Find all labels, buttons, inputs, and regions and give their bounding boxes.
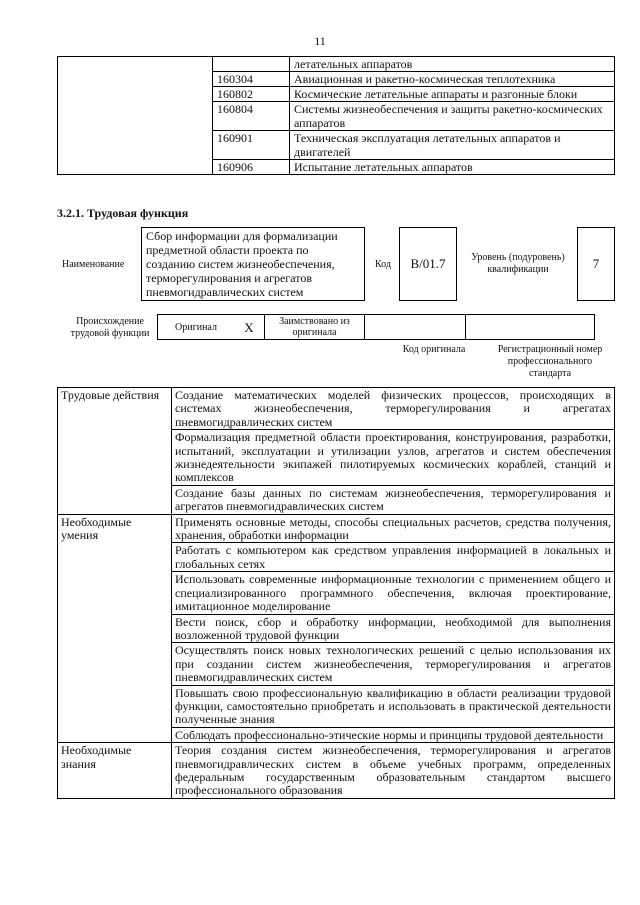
code-cell: 160901 — [213, 131, 290, 160]
list-item: Формализация предметной области проектирования, конструирования, разработки, испытаний, эксплуатации и утилизации узлов, агрегатов и систем обеспечения жизнедеятельности экипажей пилотируемых космических кораблей, станций и комплексов — [172, 430, 615, 486]
name-cell: Авиационная и ракетно-космическая теплотехника — [290, 72, 615, 87]
code-cell: 160304 — [213, 72, 290, 87]
specialty-codes-table — [57, 56, 615, 175]
name-cell: Техническая эксплуатация летательных аппаратов и двигателей — [290, 131, 615, 160]
table-row — [58, 514, 615, 543]
list-item: Создание математических моделей физических процессов, происходящих в системах жизнеобеспечения, терморегулирования и агрегатах пневмогидравлических систем — [172, 388, 615, 430]
borrowed-label: Заимствовано из оригинала — [265, 315, 365, 340]
name-cell: Испытание летательных аппаратов — [290, 160, 615, 175]
page-number: 11 — [314, 34, 326, 48]
origin-table — [157, 314, 595, 340]
original-mark: X — [234, 315, 265, 340]
function-name-box: Сбор информации для формализации предметной области проекта по созданию систем жизнеобеспечения, терморегулирования и агрегатов пневмогидравлических систем — [141, 227, 365, 301]
code-label: Код — [375, 259, 391, 270]
origin-label: Происхождение трудовой функции — [70, 316, 150, 339]
list-item: Повышать свою профессиональную квалификацию в области реализации трудовой функции, самостоятельно приобретать и использовать в практической деятельности полученные знания — [172, 685, 615, 727]
code-cell: 160804 — [213, 102, 290, 131]
code-cell — [213, 57, 290, 72]
empty-cell — [58, 57, 213, 175]
original-label: Оригинал — [158, 315, 235, 340]
row-heading: Необходимые знания — [58, 743, 172, 799]
code-cell: 160802 — [213, 87, 290, 102]
function-details-table — [57, 387, 615, 799]
level-box: 7 — [577, 227, 615, 301]
name-cell: летательных аппаратов — [290, 57, 615, 72]
row-heading: Трудовые действия — [58, 388, 172, 515]
level-label: Уровень (подуровень) квалификации — [471, 252, 565, 275]
row-heading: Необходимые умения — [58, 514, 172, 743]
list-item: Осуществлять поиск новых технологических решений с целью использования их при создании систем жизнеобеспечения, терморегулирования и агрегатов пневмогидравлических систем — [172, 643, 615, 685]
list-item: Соблюдать профессионально-этические нормы и принципы трудовой деятельности — [172, 727, 615, 742]
name-cell: Космические летательные аппараты и разгонные блоки — [290, 87, 615, 102]
table-row — [58, 57, 615, 72]
name-cell: Системы жизнеобеспечения и защиты ракетно-космических аппаратов — [290, 102, 615, 131]
list-item: Теория создания систем жизнеобеспечения, терморегулирования и агрегатов пневмогидравлических систем в объеме учебных программ, определенных федеральным государственным образовательным стандартом высшего профессионального образования — [172, 743, 615, 799]
list-item: Работать с компьютером как средством управления информацией в локальных и глобальных сетях — [172, 543, 615, 572]
table-row — [58, 743, 615, 799]
function-code-box: B/01.7 — [399, 227, 457, 301]
list-item: Создание базы данных по системам жизнеобеспечения, терморегулирования и агрегатов пневмогидравлических систем — [172, 485, 615, 514]
list-item: Вести поиск, сбор и обработку информации, необходимой для выполнения возложенной трудовой функции — [172, 614, 615, 643]
reg-number-cell — [466, 315, 595, 340]
code-original-cell — [365, 315, 466, 340]
table-row — [58, 388, 615, 430]
name-label: Наименование — [62, 259, 125, 270]
list-item: Применять основные методы, способы специальных расчетов, средства получения, хранения, обработки информации — [172, 514, 615, 543]
list-item: Использовать современные информационные технологии с применением общего и специализированного программного обеспечения, включая проектирование, имитационное моделирование — [172, 572, 615, 614]
code-original-caption: Код оригинала — [402, 344, 466, 355]
reg-number-caption: Регистрационный номер профессионального стандарта — [497, 344, 603, 379]
section-title: 3.2.1. Трудовая функция — [57, 206, 189, 220]
table-row — [158, 315, 595, 340]
code-cell: 160906 — [213, 160, 290, 175]
